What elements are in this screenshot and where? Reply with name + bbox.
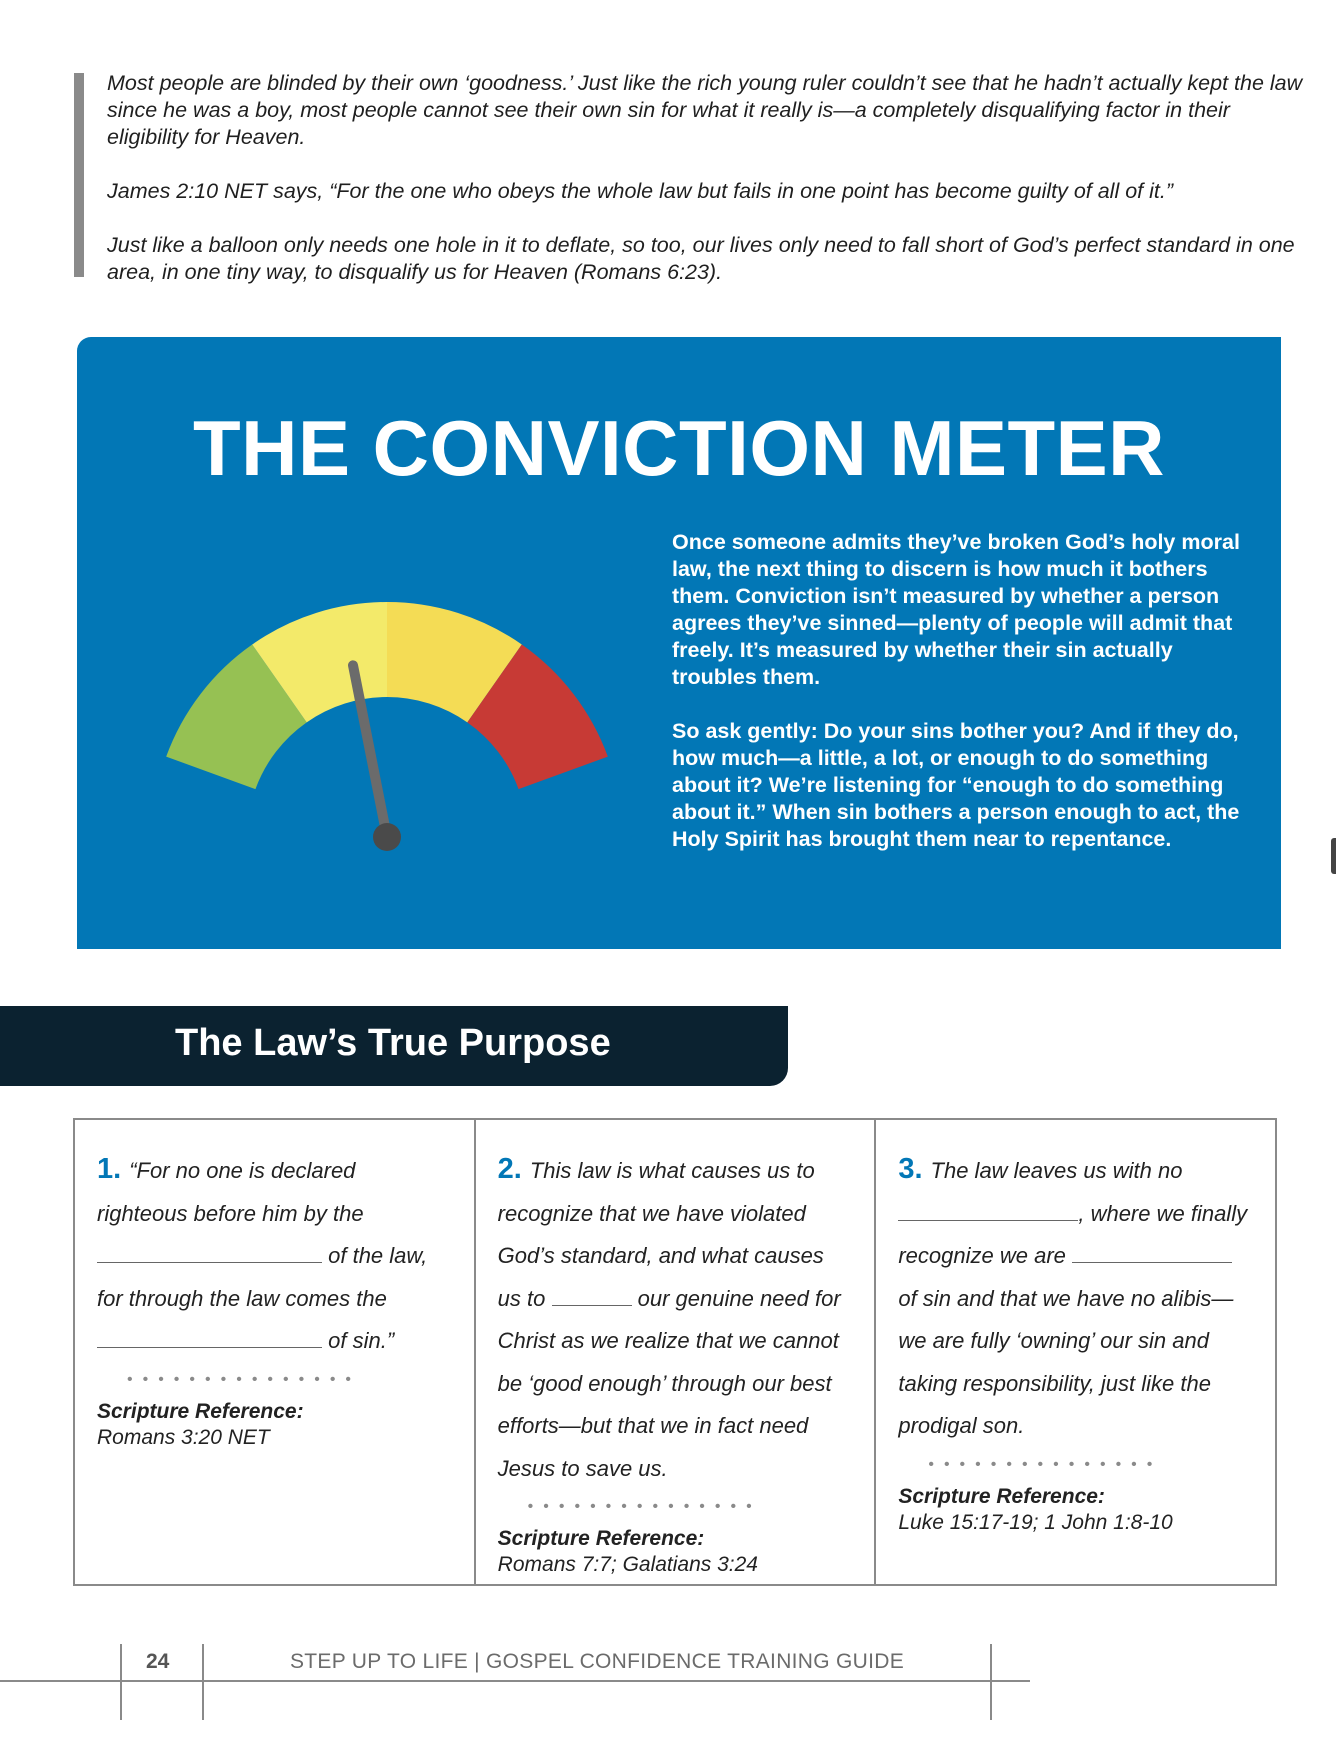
quote-accent-bar: [74, 73, 84, 277]
quote-paragraph-2: James 2:10 NET says, “For the one who obeys the whole law but fails in one point has become guilty of all of it.”: [107, 179, 1173, 203]
conviction-gauge: [137, 577, 637, 877]
fill-in-blank[interactable]: [552, 1283, 632, 1306]
card-1-text-c: for through the law comes the: [97, 1285, 387, 1311]
card-3-number: 3.: [898, 1153, 923, 1185]
intro-quote: [107, 70, 1307, 313]
scripture-ref-value: Romans 3:20 NET: [97, 1425, 270, 1449]
card-1-text-d: of sin.”: [328, 1328, 395, 1353]
card-2-number: 2.: [497, 1153, 522, 1185]
dotted-divider: •••••••••••••••: [527, 1498, 762, 1515]
scripture-ref-value: Romans 7:7; Galatians 3:24: [497, 1553, 758, 1576]
fill-in-blank[interactable]: [97, 1325, 322, 1348]
conviction-meter-panel: [77, 337, 1281, 949]
meter-paragraph-1: Once someone admits they’ve broken God’s holy moral law, the next thing to discern is how much it bothers them. Conviction isn’t measured by whether a person agrees they’ve sinned—plenty of people will admit that freely. It’s measured by whether their sin actually troubles them.: [672, 530, 1240, 689]
card-3-text-b: , where we finally recognize we are: [898, 1200, 1248, 1268]
page-edge-tab: [1331, 838, 1336, 874]
fill-in-blank[interactable]: [898, 1198, 1078, 1221]
footer-divider: [990, 1644, 992, 1720]
card-1-number: 1.: [97, 1153, 122, 1185]
scripture-ref-label: Scripture Reference:: [898, 1484, 1105, 1508]
dotted-divider: •••••••••••••••: [127, 1370, 362, 1388]
card-3-text-a: The law leaves us with no: [930, 1158, 1183, 1183]
quote-paragraph-3: Just like a balloon only needs one hole in it to deflate, so too, our lives only need to fall short of God’s perfect standard in one area, in one tiny way, to disqualify us for Heaven (Romans 6:23).: [107, 233, 1295, 284]
card-3-text-c: of sin and that we have no alibis—we are fully ‘owning’ our sin and taking responsibility, just like the prodigal son.: [898, 1285, 1234, 1438]
meter-title: THE CONVICTION METER: [192, 404, 1165, 492]
purpose-card-3: [874, 1120, 1275, 1584]
scripture-ref-label: Scripture Reference:: [97, 1399, 304, 1423]
purpose-grid: [73, 1118, 1277, 1586]
running-footer: STEP UP TO LIFE | GOSPEL CONFIDENCE TRAINING GUIDE: [290, 1650, 905, 1673]
fill-in-blank[interactable]: [97, 1240, 322, 1263]
dotted-divider: •••••••••••••••: [928, 1455, 1163, 1473]
page-footer: [0, 1640, 1336, 1720]
card-1-text-b: of the law,: [328, 1243, 428, 1268]
meter-paragraph-2: So ask gently: Do your sins bother you? And if they do, how much—a little, a lot, or enough to do something about it? We’re listening for “enough to do something about it.” When sin bothers a person enough to act, the Holy Spirit has brought them near to repentance.: [672, 719, 1240, 851]
scripture-ref-label: Scripture Reference:: [497, 1527, 705, 1550]
footer-rule: [0, 1680, 1030, 1682]
purpose-card-1: [75, 1120, 474, 1584]
page-number: 24: [146, 1650, 170, 1673]
card-1-text: [97, 1148, 452, 1363]
quote-paragraph-1: Most people are blinded by their own ‘goodness.’ Just like the rich young ruler couldn’t see that he hadn’t actually kept the law since he was a boy, most people cannot see their own sin for what it really is—a completely disqualifying factor in their eligibility for Heaven.: [107, 71, 1303, 149]
section-banner: [0, 1006, 788, 1086]
card-2-text-b: our genuine need for Christ as we realize that we cannot be ‘good enough’ through our best efforts—but that we in fact need Jesus to save us.: [497, 1285, 841, 1481]
card-2-text: [498, 1148, 853, 1490]
gauge-hub: [373, 823, 401, 851]
card-1-text-a: “For no one is declared righteous before him by the: [97, 1158, 364, 1226]
footer-divider: [120, 1644, 122, 1720]
fill-in-blank[interactable]: [1072, 1240, 1232, 1263]
section-title: The Law’s True Purpose: [175, 1022, 611, 1064]
purpose-card-2: [474, 1120, 875, 1584]
scripture-ref-value: Luke 15:17-19; 1 John 1:8-10: [898, 1510, 1173, 1534]
card-3-text: [898, 1148, 1253, 1448]
meter-explanation: [672, 529, 1242, 880]
card-2-text-a: This law is what causes us to recognize that we have violated God’s standard, and what causes us to: [497, 1158, 824, 1311]
footer-divider: [202, 1644, 204, 1720]
